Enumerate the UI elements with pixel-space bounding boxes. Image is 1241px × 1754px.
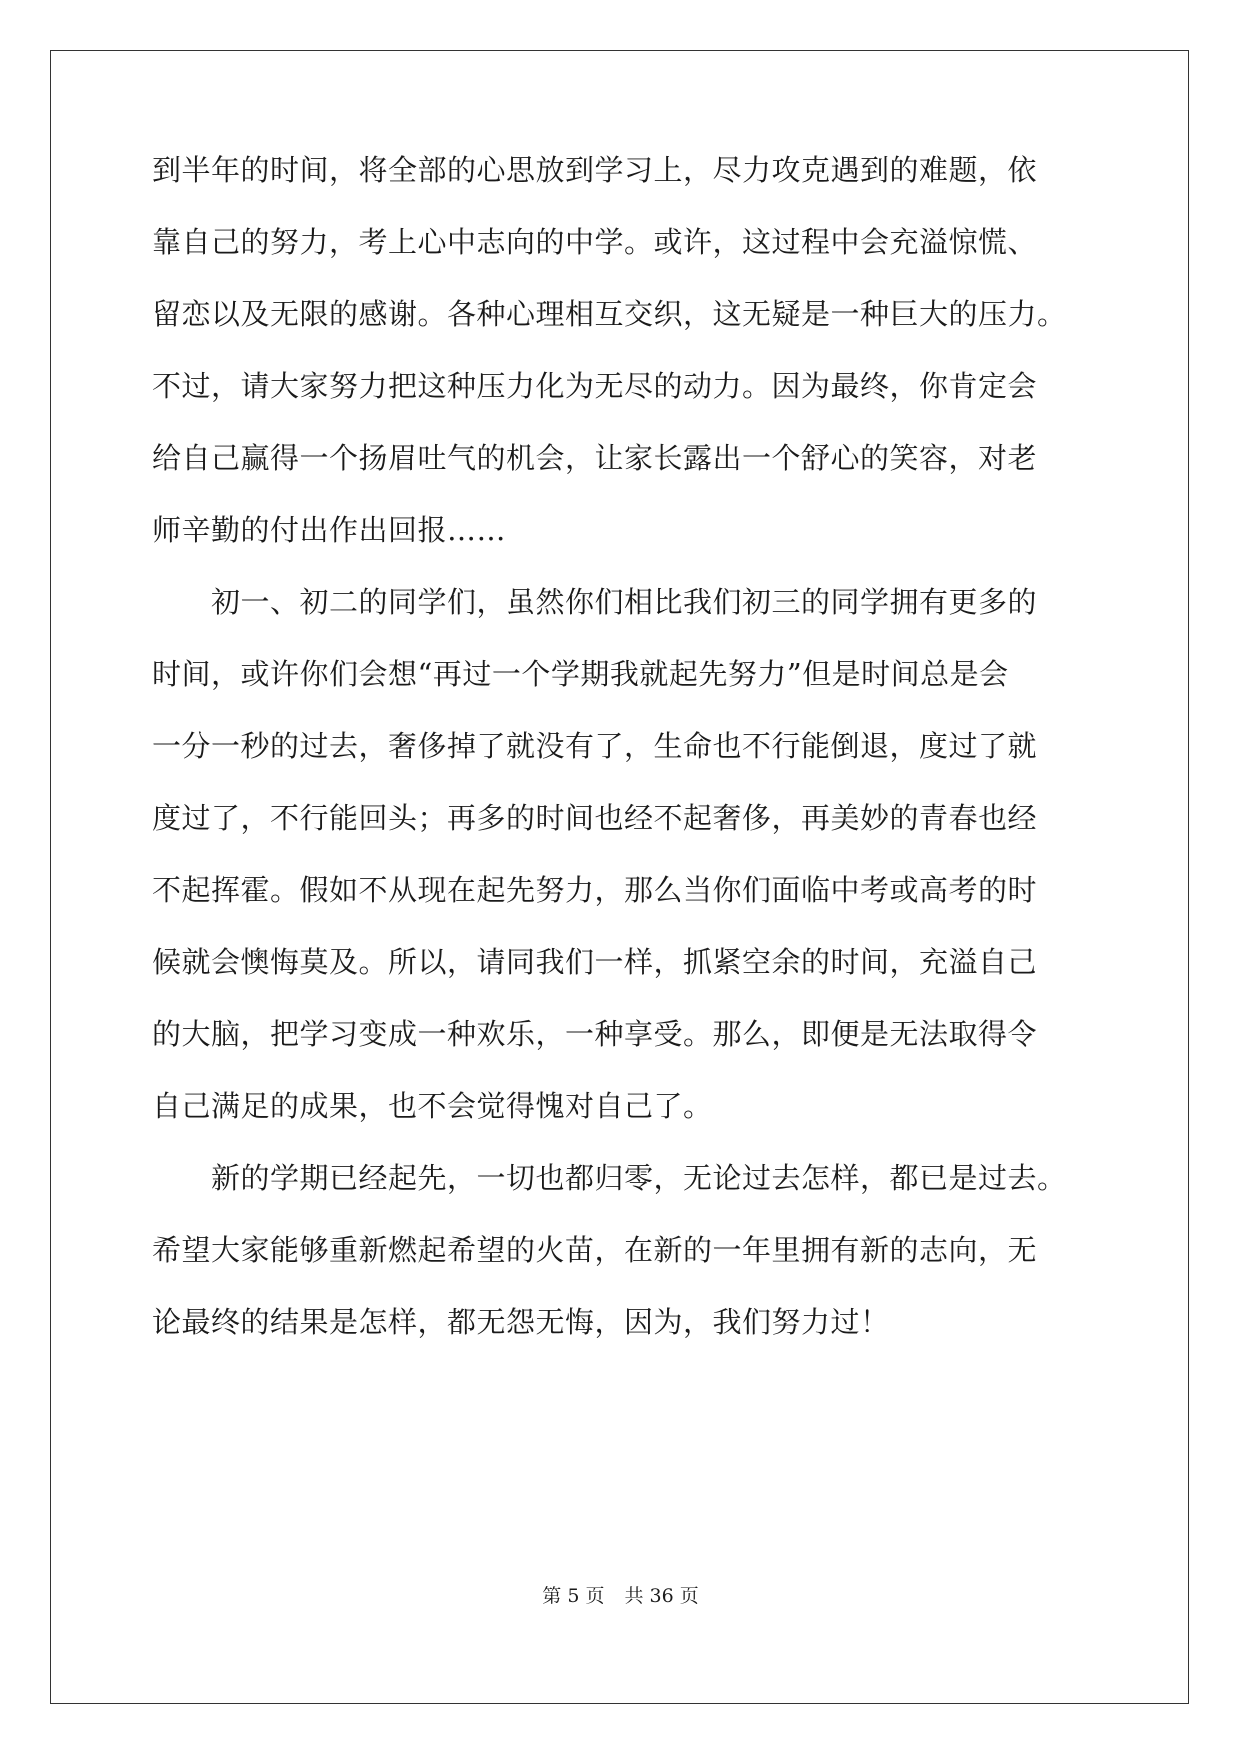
text-line: 留恋以及无限的感谢。各种心理相互交织，这无疑是一种巨大的压力。 [152,297,1067,331]
text-line: 时间，或许你们会想“再过一个学期我就起先努力”但是时间总是会 [152,657,1009,691]
text-line: 候就会懊悔莫及。所以，请同我们一样，抓紧空余的时间，充溢自己 [152,945,1038,979]
text-line: 不过，请大家努力把这种压力化为无尽的动力。因为最终，你肯定会 [152,369,1038,403]
text-line: 初一、初二的同学们，虽然你们相比我们初三的同学拥有更多的 [152,585,1038,619]
page-total: 共 36 页 [624,1585,699,1607]
text-line: 靠自己的努力，考上心中志向的中学。或许，这过程中会充溢惊慌、 [152,225,1038,259]
page-number: 第 5 页 [542,1585,605,1607]
page-footer [0,1584,1241,1608]
text-line: 到半年的时间，将全部的心思放到学习上，尽力攻克遇到的难题，依 [152,153,1038,187]
text-line: 师辛勤的付出作出回报…… [152,513,507,547]
text-line: 给自己赢得一个扬眉吐气的机会，让家长露出一个舒心的笑容，对老 [152,441,1038,475]
text-line: 希望大家能够重新燃起希望的火苗，在新的一年里拥有新的志向，无 [152,1233,1038,1267]
text-line: 度过了，不行能回头；再多的时间也经不起奢侈，再美妙的青春也经 [152,801,1038,835]
text-line: 不起挥霍。假如不从现在起先努力，那么当你们面临中考或高考的时 [152,873,1038,907]
text-line: 一分一秒的过去，奢侈掉了就没有了，生命也不行能倒退，度过了就 [152,729,1038,763]
text-line: 的大脑，把学习变成一种欢乐，一种享受。那么，即便是无法取得令 [152,1017,1038,1051]
text-line: 论最终的结果是怎样，都无怨无悔，因为，我们努力过！ [152,1305,890,1339]
text-line: 自己满足的成果，也不会觉得愧对自己了。 [152,1089,713,1123]
text-line: 新的学期已经起先，一切也都归零，无论过去怎样，都已是过去。 [152,1161,1067,1195]
